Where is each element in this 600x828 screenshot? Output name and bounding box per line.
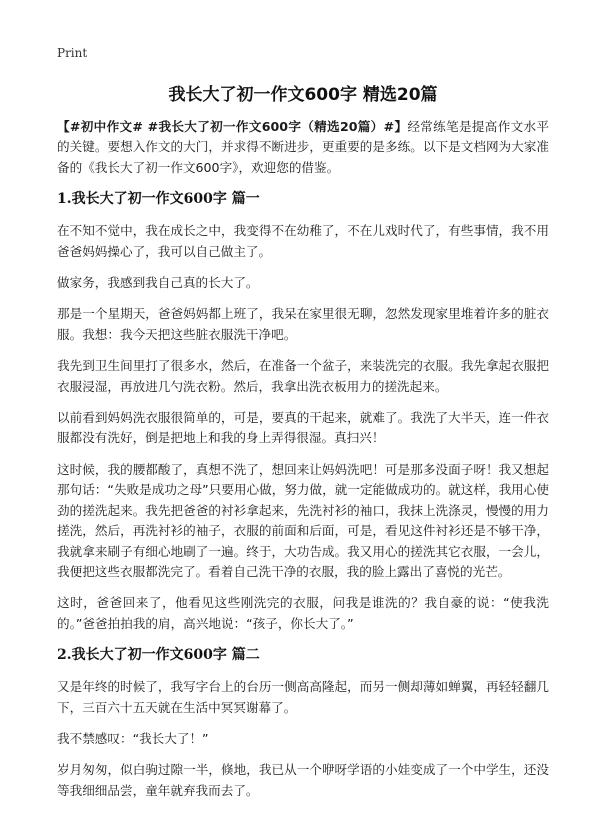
paragraph: 我先到卫生间里打了很多水，然后，在准备一个盆子，来装洗完的衣服。我先拿起衣服把衣服浸湿，再放进几勺洗衣粉。然后，我拿出洗衣板用力的搓洗起来。 [57,358,549,394]
paragraph: 以前看到妈妈洗衣服很简单的，可是，要真的干起来，就难了。我洗了大半天，连一件衣服都没有洗好，倒是把地上和我的身上弄得很湿。真扫兴！ [57,410,549,446]
paragraph: 又是年终的时候了，我写字台上的台历一侧高高隆起，而另一侧却薄如蝉翼，再轻轻翻几下，三百六十五天就在生活中冥冥谢幕了。 [57,679,549,715]
paragraph: 这时，爸爸回来了，他看见这些刚洗完的衣服，问我是谁洗的？我自豪的说：“使我洗的。”爸爸拍拍我的肩，高兴地说：“孩子，你长大了。” [57,595,549,631]
paragraph: 在不知不觉中，我在成长之中，我变得不在幼稚了，不在儿戏时代了，有些事情，我不用爸爸妈妈操心了，我可以自己做主了。 [57,223,549,259]
print-link[interactable]: Print [57,46,88,60]
intro-tag: 【#初中作文# #我长大了初一作文600字（精选20篇）#】 [57,119,408,134]
paragraph: 这时候，我的腰都酸了，真想不洗了，想回来让妈妈洗吧！可是那多没面子呀！我又想起那句话：“失败是成功之母”只要用心做，努力做，就一定能做成功的。就这样，我用心使劲的搓洗起来。我先把爸爸的衬衫拿起来，先洗衬衫的袖口，我抹上洗涤灵，慢慢的用力搓洗，然后，再洗衬衫的袖子，衣服的前面和后面，可是，看见这件衬衫还是不够干净，我就拿来刷子有细心地刷了一遍。终于，大功告成。我又用心的搓洗其它衣服，一会儿，我便把这些衣服都洗完了。看着自己洗干净的衣服，我的脸上露出了喜悦的光芒。 [57,461,549,579]
intro-text: 经常练笔是提高作文水平的关键。要想入作文的大门，并求得不断进步，更重要的是多练。以下是文档网为大家准备的《我长大了初一作文600字》，欢迎您的借鉴。 [57,119,549,175]
intro-paragraph [57,117,549,178]
section-heading-1: 1.我长大了初一作文600字 篇一 [57,191,260,208]
article-body [57,117,549,812]
page-title: 我长大了初一作文600字 精选20篇 [168,85,438,105]
section-heading-2: 2.我长大了初一作文600字 篇二 [57,647,260,664]
paragraph: 做家务，我感到我自己真的长大了。 [57,275,259,291]
paragraph: 那是一个星期天，爸爸妈妈都上班了，我呆在家里很无聊，忽然发现家里堆着许多的脏衣服。我想：我今天把这些脏衣服洗干净吧。 [57,306,549,342]
paragraph: 我不禁感叹：“我长大了！” [57,730,209,746]
paragraph: 岁月匆匆，似白驹过隙一半，倏地，我已从一个咿呀学语的小娃变成了一个中学生，还没等我细细品尝，童年就弃我而去了。 [57,762,549,798]
